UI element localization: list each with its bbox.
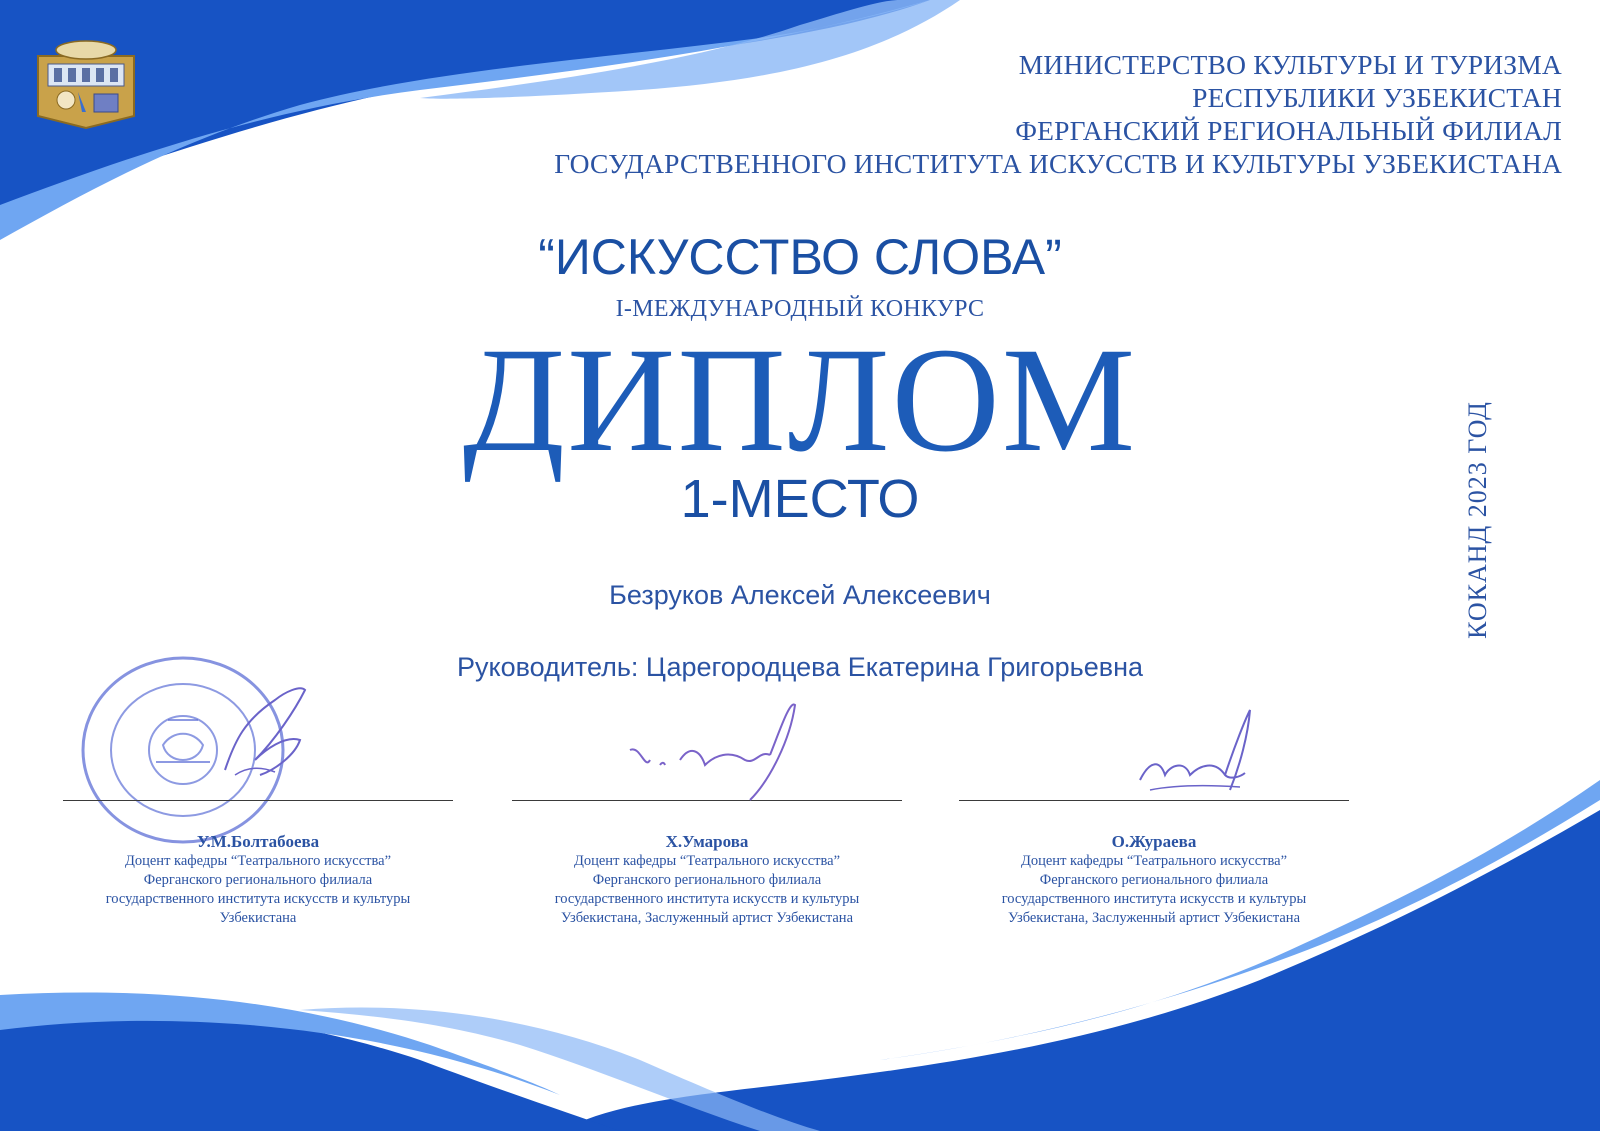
diploma-title: ДИПЛОМ (462, 317, 1138, 483)
place-date: КОКАНД 2023 ГОД (1463, 401, 1492, 639)
institute-logo-icon (34, 38, 138, 130)
signatory-name: О.Жураева (1111, 832, 1197, 851)
ministry-header (554, 48, 1562, 180)
ministry-line: ФЕРГАНСКИЙ РЕГИОНАЛЬНЫЙ ФИЛИАЛ (1015, 115, 1562, 146)
signature-icon (1130, 705, 1280, 805)
signatory-block (512, 800, 902, 928)
signatory-title-line: государственного института искусств и культуры (1001, 891, 1307, 907)
ministry-line: МИНИСТЕРСТВО КУЛЬТУРЫ И ТУРИЗМА (1018, 49, 1562, 80)
signatory-title-line: Доцент кафедры “Театрального искусства” (573, 853, 841, 869)
signatory-title-line: Узбекистана, Заслуженный артист Узбекистана (1007, 910, 1301, 926)
signatory-title-line: государственного института искусств и культуры (554, 891, 860, 907)
signature-icon (620, 690, 820, 810)
ministry-line: РЕСПУБЛИКИ УЗБЕКИСТАН (1192, 82, 1562, 113)
signature-icon (205, 680, 325, 790)
award-place: 1-МЕСТО (680, 469, 920, 529)
signatory-block (959, 800, 1349, 928)
signatory-title-line: Доцент кафедры “Театрального искусства” (1020, 853, 1288, 869)
ministry-line: ГОСУДАРСТВЕННОГО ИНСТИТУТА ИСКУССТВ И КУЛЬТУРЫ УЗБЕКИСТАНА (554, 148, 1562, 179)
signatory-title-line: государственного института искусств и культуры (105, 891, 411, 907)
awardee-name: Безруков Алексей Алексеевич (609, 580, 991, 610)
supervisor-name: Руководитель: Царегородцева Екатерина Григорьевна (456, 652, 1144, 682)
signatory-title-line: Узбекистана, Заслуженный артист Узбекистана (560, 910, 854, 926)
contest-name: “ИСКУССТВО СЛОВА” (538, 229, 1062, 285)
signatory-title-line: Доцент кафедры “Театрального искусства” (124, 853, 392, 869)
signatory-name: У.М.Болтабоева (196, 832, 320, 851)
signature-line (63, 800, 453, 801)
signatory-title-line: Узбекистана (219, 910, 297, 926)
contest-subtitle: I-МЕЖДУНАРОДНЫЙ КОНКУРС (615, 296, 985, 322)
signatory-title-line: Ферганского регионального филиала (1039, 872, 1269, 888)
signatory-title-line: Ферганского регионального филиала (143, 872, 373, 888)
signatory-name: Х.Умарова (665, 832, 749, 851)
signatory-title-line: Ферганского регионального филиала (592, 872, 822, 888)
signatory-block (63, 800, 453, 928)
